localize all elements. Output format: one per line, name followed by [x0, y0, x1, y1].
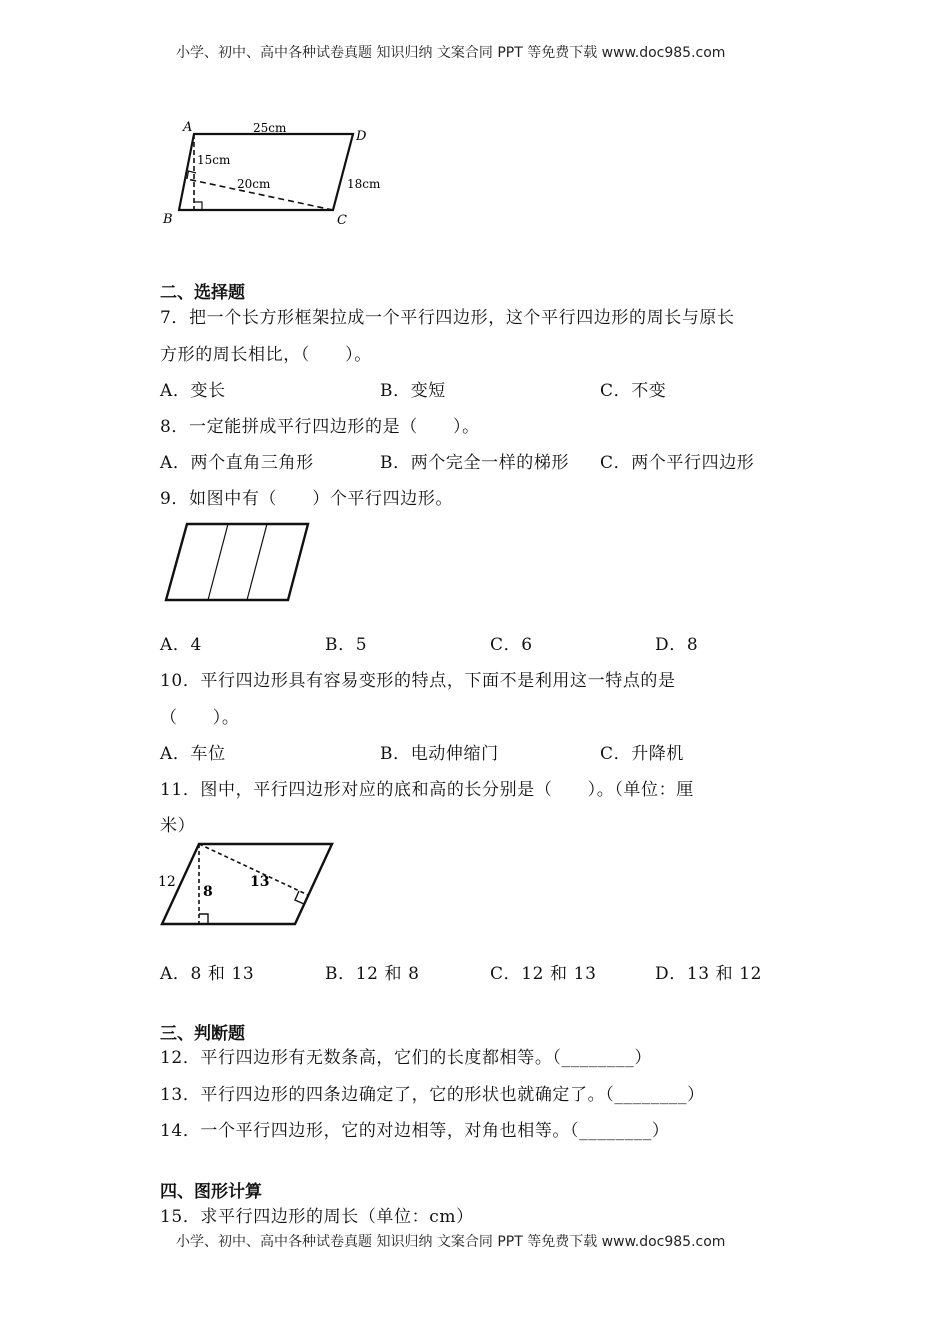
q11-option-c[interactable]: C．12 和 13	[490, 964, 597, 984]
figure-parallelogram-abcd	[155, 118, 415, 228]
page-footer: 小学、初中、高中各种试卷真题 知识归纳 文案合同 PPT 等免费下载 www.doc985.com	[176, 1234, 726, 1250]
q10-text-line2: （ ）。	[160, 708, 240, 728]
q13-text: 13．平行四边形的四条边确定了，它的形状也就确定了。（________）	[160, 1085, 705, 1105]
q9-option-d[interactable]: D．8	[655, 635, 699, 655]
label-height-13: 13	[250, 874, 270, 890]
section-title-judge: 三、判断题	[160, 1024, 245, 1044]
q8-option-b[interactable]: B．两个完全一样的梯形	[380, 453, 570, 473]
q10-option-b[interactable]: B．电动伸缩门	[380, 744, 499, 764]
q10-option-c[interactable]: C．升降机	[600, 744, 685, 764]
figure-parallelogram-divided	[160, 518, 320, 608]
section-title-choice: 二、选择题	[160, 283, 245, 303]
label-b: B	[163, 212, 173, 227]
q8-option-a[interactable]: A．两个直角三角形	[160, 453, 314, 473]
q11-option-b[interactable]: B．12 和 8	[325, 964, 420, 984]
label-a: A	[183, 120, 193, 135]
label-d: D	[356, 129, 367, 144]
label-diagonal: 20cm	[237, 177, 271, 191]
q10-text-line1: 10．平行四边形具有容易变形的特点，下面不是利用这一特点的是	[160, 671, 676, 691]
label-side-length: 18cm	[347, 177, 381, 191]
page-header: 小学、初中、高中各种试卷真题 知识归纳 文案合同 PPT 等免费下载 www.doc985.com	[176, 45, 726, 61]
q10-option-a[interactable]: A．车位	[160, 744, 226, 764]
q9-option-b[interactable]: B．5	[325, 635, 368, 655]
q7-option-b[interactable]: B．变短	[380, 381, 446, 401]
label-height: 15cm	[197, 153, 231, 167]
q15-text: 15．求平行四边形的周长（单位：cm）	[160, 1207, 474, 1227]
label-height-8: 8	[203, 884, 213, 900]
figure-parallelogram-heights	[150, 838, 350, 938]
q11-option-a[interactable]: A．8 和 13	[160, 964, 255, 984]
q12-text: 12．平行四边形有无数条高，它们的长度都相等。（________）	[160, 1048, 652, 1068]
q11-option-d[interactable]: D．13 和 12	[655, 964, 763, 984]
q11-text-line1: 11．图中，平行四边形对应的底和高的长分别是（ ）。（单位：厘	[160, 780, 694, 800]
q9-option-a[interactable]: A．4	[160, 635, 202, 655]
q7-text-line1: 7．把一个长方形框架拉成一个平行四边形，这个平行四边形的周长与原长	[160, 308, 735, 328]
q7-text-line2: 方形的周长相比，（ ）。	[160, 345, 372, 365]
label-side-12: 12	[158, 874, 176, 890]
q9-text: 9．如图中有（ ）个平行四边形。	[160, 489, 454, 509]
q8-text: 8．一定能拼成平行四边形的是（ ）。	[160, 417, 480, 437]
section-title-calc: 四、图形计算	[160, 1182, 262, 1202]
q9-option-c[interactable]: C．6	[490, 635, 533, 655]
q11-text-line2: 米）	[160, 816, 196, 836]
q8-option-c[interactable]: C．两个平行四边形	[600, 453, 755, 473]
q7-option-a[interactable]: A．变长	[160, 381, 226, 401]
q14-text: 14．一个平行四边形，它的对边相等，对角也相等。（________）	[160, 1121, 670, 1141]
label-top-length: 25cm	[253, 121, 287, 135]
q7-option-c[interactable]: C．不变	[600, 381, 667, 401]
label-c: C	[337, 213, 347, 228]
